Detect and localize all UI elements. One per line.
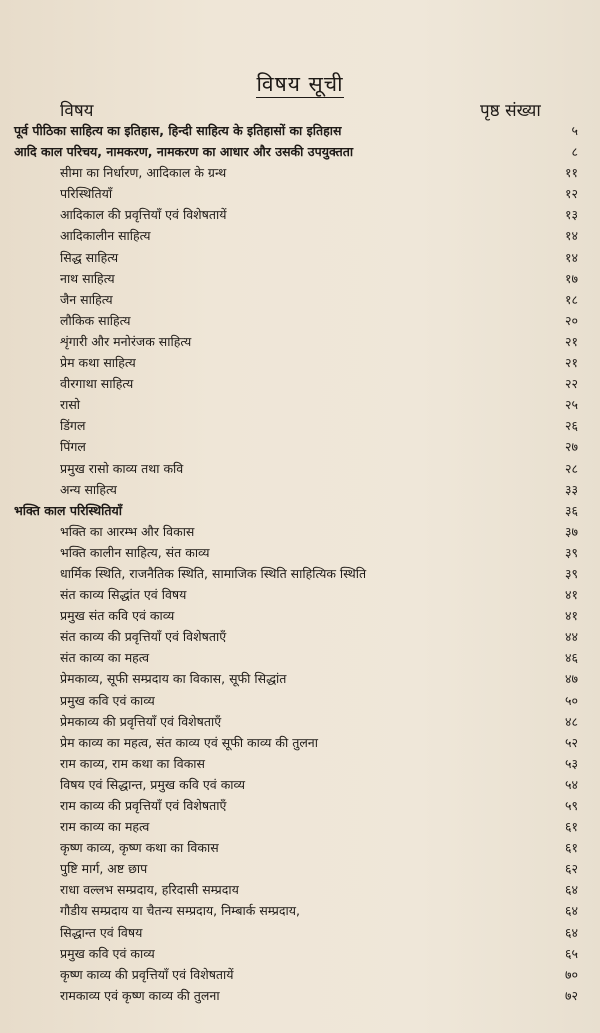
toc-entry[interactable] [0, 500, 600, 521]
toc-entry[interactable] [0, 690, 600, 711]
title-text: विषय सूची [256, 72, 344, 96]
toc-entry-page-number: १२ [564, 186, 578, 202]
toc-entry[interactable] [0, 626, 600, 647]
toc-entry[interactable] [0, 394, 600, 415]
page-title [0, 70, 600, 98]
toc-entry-page-number: ५२ [564, 734, 578, 750]
toc-entry[interactable] [0, 563, 600, 584]
toc-entry-title: भक्ति कालीन साहित्य, संत काव्य [60, 544, 210, 560]
toc-entry-title: राम काव्य का महत्व [60, 819, 150, 835]
toc-entry[interactable] [0, 415, 600, 436]
toc-entry[interactable] [0, 732, 600, 753]
toc-entry-page-number: ५९ [564, 798, 578, 813]
toc-entry-page-number: ३६ [564, 502, 578, 518]
toc-entry-page-number: ७२ [564, 987, 578, 1003]
toc-entry-page-number: ६५ [564, 945, 578, 961]
toc-entry[interactable] [0, 985, 600, 1006]
toc-entry-page-number: ६२ [564, 861, 578, 877]
toc-entry-title: प्रेम कथा साहित्य [60, 355, 136, 371]
toc-entry-page-number: ६४ [564, 882, 578, 898]
toc-entry-title: गौडीय सम्प्रदाय या चैतन्य सम्प्रदाय, निम्बार्क सम्प्रदाय, [60, 903, 300, 919]
toc-entry-title: प्रमुख कवि एवं काव्य [60, 692, 155, 708]
toc-entry-page-number: २२ [564, 376, 578, 392]
toc-entry[interactable] [0, 204, 600, 225]
toc-entry-title: संत काव्य सिद्धांत एवं विषय [60, 587, 187, 603]
toc-entry-title: प्रमुख संत कवि एवं काव्य [60, 608, 175, 624]
toc-entry-title: पुष्टि मार्ग, अष्ट छाप [60, 861, 148, 877]
toc-entry[interactable] [0, 310, 600, 331]
toc-entry-title: संत काव्य का महत्व [60, 650, 150, 666]
toc-entry-title: शृंगारी और मनोरंजक साहित्य [60, 333, 192, 349]
toc-entry[interactable] [0, 605, 600, 626]
table-of-contents [0, 120, 600, 1006]
toc-entry-title: सिद्ध साहित्य [60, 249, 119, 265]
toc-entry-page-number: ४६ [564, 650, 578, 666]
toc-entry-page-number: ५ [571, 123, 578, 138]
toc-entry-title: सिद्धान्त एवं विषय [60, 924, 143, 940]
toc-entry-title: रामकाव्य एवं कृष्ण काव्य की तुलना [60, 987, 220, 1003]
toc-entry-page-number: ४७ [564, 671, 578, 687]
toc-entry[interactable] [0, 331, 600, 352]
toc-entry-title: प्रेमकाव्य, सूफी सम्प्रदाय का विकास, सूफी सिद्धांत [60, 671, 287, 687]
toc-entry[interactable] [0, 753, 600, 774]
toc-entry[interactable] [0, 795, 600, 816]
toc-entry-page-number: ६१ [564, 819, 578, 835]
toc-entry-title: कृष्ण काव्य की प्रवृत्तियाँ एवं विशेषतायें [60, 966, 234, 982]
toc-entry[interactable] [0, 900, 600, 921]
toc-entry-page-number: ११ [564, 165, 578, 181]
toc-entry-title: विषय एवं सिद्धान्त, प्रमुख कवि एवं काव्य [60, 776, 246, 792]
toc-entry[interactable] [0, 837, 600, 858]
toc-entry-title: जैन साहित्य [60, 291, 113, 307]
toc-entry[interactable] [0, 268, 600, 289]
toc-entry-page-number: १४ [564, 228, 578, 244]
toc-entry-title: डिंगल [60, 418, 86, 434]
toc-entry-title: धार्मिक स्थिति, राजनैतिक स्थिति, सामाजिक स्थिति साहित्यिक स्थिति [60, 565, 367, 581]
toc-entry-page-number: ५० [564, 692, 578, 708]
toc-entry-title: प्रमुख रासो काव्य तथा कवि [60, 460, 184, 476]
toc-entry-title: संत काव्य की प्रवृत्तियाँ एवं विशेषताएँ [60, 629, 227, 645]
toc-entry-page-number: ३९ [564, 544, 578, 560]
toc-entry[interactable] [0, 542, 600, 563]
toc-entry-page-number: २६ [564, 418, 578, 434]
toc-entry-title: प्रेमकाव्य की प्रवृत्तियाँ एवं विशेषताएँ [60, 713, 222, 729]
toc-entry-page-number: ६४ [564, 903, 578, 919]
toc-entry-page-number: २५ [564, 397, 578, 413]
toc-entry-title: राम काव्य, राम कथा का विकास [60, 755, 205, 771]
toc-entry-page-number: ३३ [564, 481, 578, 497]
toc-entry-page-number: ४८ [564, 713, 578, 729]
toc-entry-title: पिंगल [60, 439, 86, 455]
toc-entry[interactable] [0, 922, 600, 943]
toc-entry-page-number: १३ [564, 207, 578, 223]
toc-entry[interactable] [0, 141, 600, 162]
toc-entry-title: कृष्ण काव्य, कृष्ण कथा का विकास [60, 840, 219, 856]
toc-entry-title: सीमा का निर्धारण, आदिकाल के ग्रन्थ [60, 165, 227, 181]
toc-entry-page-number: १७ [564, 270, 578, 286]
toc-entry-title: अन्य साहित्य [60, 481, 117, 497]
toc-entry-title: परिस्थितियाँ [60, 186, 113, 202]
toc-entry-title: आदिकाल की प्रवृत्तियाँ एवं विशेषतायें [60, 207, 227, 223]
toc-entry-page-number: ८ [571, 144, 578, 160]
toc-entry-page-number: २७ [564, 439, 578, 455]
toc-entry-page-number: २८ [564, 460, 578, 476]
toc-entry[interactable] [0, 647, 600, 668]
toc-entry-page-number: २१ [564, 355, 578, 371]
toc-entry[interactable] [0, 120, 600, 141]
toc-entry-page-number: ६४ [564, 924, 578, 940]
toc-entry-title: प्रमुख कवि एवं काव्य [60, 945, 155, 961]
toc-entry-page-number: ७० [564, 966, 578, 982]
toc-entry-page-number: १८ [564, 291, 578, 307]
toc-entry-title: भक्ति काल परिस्थितियाँ [14, 502, 123, 518]
toc-entry[interactable] [0, 458, 600, 479]
toc-entry-title: नाथ साहित्य [60, 270, 115, 286]
toc-entry-title: वीरगाथा साहित्य [60, 376, 134, 392]
toc-entry[interactable] [0, 858, 600, 879]
toc-entry-title: आदिकालीन साहित्य [60, 228, 151, 244]
toc-entry-page-number: १४ [564, 249, 578, 265]
toc-entry-page-number: ५४ [564, 776, 578, 792]
toc-entry-page-number: ४१ [564, 608, 578, 624]
toc-entry-page-number: ४४ [564, 629, 578, 645]
toc-entry[interactable] [0, 225, 600, 246]
toc-entry[interactable] [0, 479, 600, 500]
toc-entry[interactable] [0, 879, 600, 900]
toc-entry[interactable] [0, 183, 600, 204]
page-number-column-header: पृष्ठ संख्या [480, 101, 541, 121]
toc-entry-title: आदि काल परिचय, नामकरण, नामकरण का आधार और उसकी उपयुक्तता [14, 144, 354, 160]
toc-entry[interactable] [0, 816, 600, 837]
toc-entry[interactable] [0, 711, 600, 732]
subject-column-header: विषय [60, 101, 94, 121]
toc-entry[interactable] [0, 162, 600, 183]
toc-entry-title: प्रेम काव्य का महत्व, संत काव्य एवं सूफी काव्य की तुलना [60, 734, 318, 750]
toc-entry[interactable] [0, 774, 600, 795]
toc-entry[interactable] [0, 247, 600, 268]
toc-entry-title: भक्ति का आरम्भ और विकास [60, 523, 195, 539]
toc-entry[interactable] [0, 964, 600, 985]
toc-entry[interactable] [0, 436, 600, 457]
toc-entry-page-number: २० [564, 312, 578, 328]
toc-entry-title: लौकिक साहित्य [60, 312, 131, 328]
toc-entry[interactable] [0, 352, 600, 373]
toc-entry-page-number: ३९ [564, 565, 578, 581]
toc-entry[interactable] [0, 289, 600, 310]
toc-entry-page-number: २१ [564, 333, 578, 349]
toc-entry[interactable] [0, 668, 600, 689]
toc-entry-page-number: ३७ [564, 523, 578, 539]
toc-entry-title: राधा वल्लभ सम्प्रदाय, हरिदासी सम्प्रदाय [60, 882, 239, 898]
toc-entry-title: पूर्व पीठिका साहित्य का इतिहास, हिन्दी साहित्य के इतिहासों का इतिहास [14, 123, 342, 138]
toc-entry-title: राम काव्य की प्रवृत्तियाँ एवं विशेषताएँ [60, 798, 227, 813]
toc-entry-page-number: ५३ [564, 755, 578, 771]
toc-entry-title: रासो [60, 397, 81, 413]
toc-entry[interactable] [0, 943, 600, 964]
toc-entry[interactable] [0, 521, 600, 542]
toc-entry-page-number: ६१ [564, 840, 578, 856]
toc-entry-page-number: ४१ [564, 587, 578, 603]
toc-entry[interactable] [0, 373, 600, 394]
toc-entry[interactable] [0, 584, 600, 605]
